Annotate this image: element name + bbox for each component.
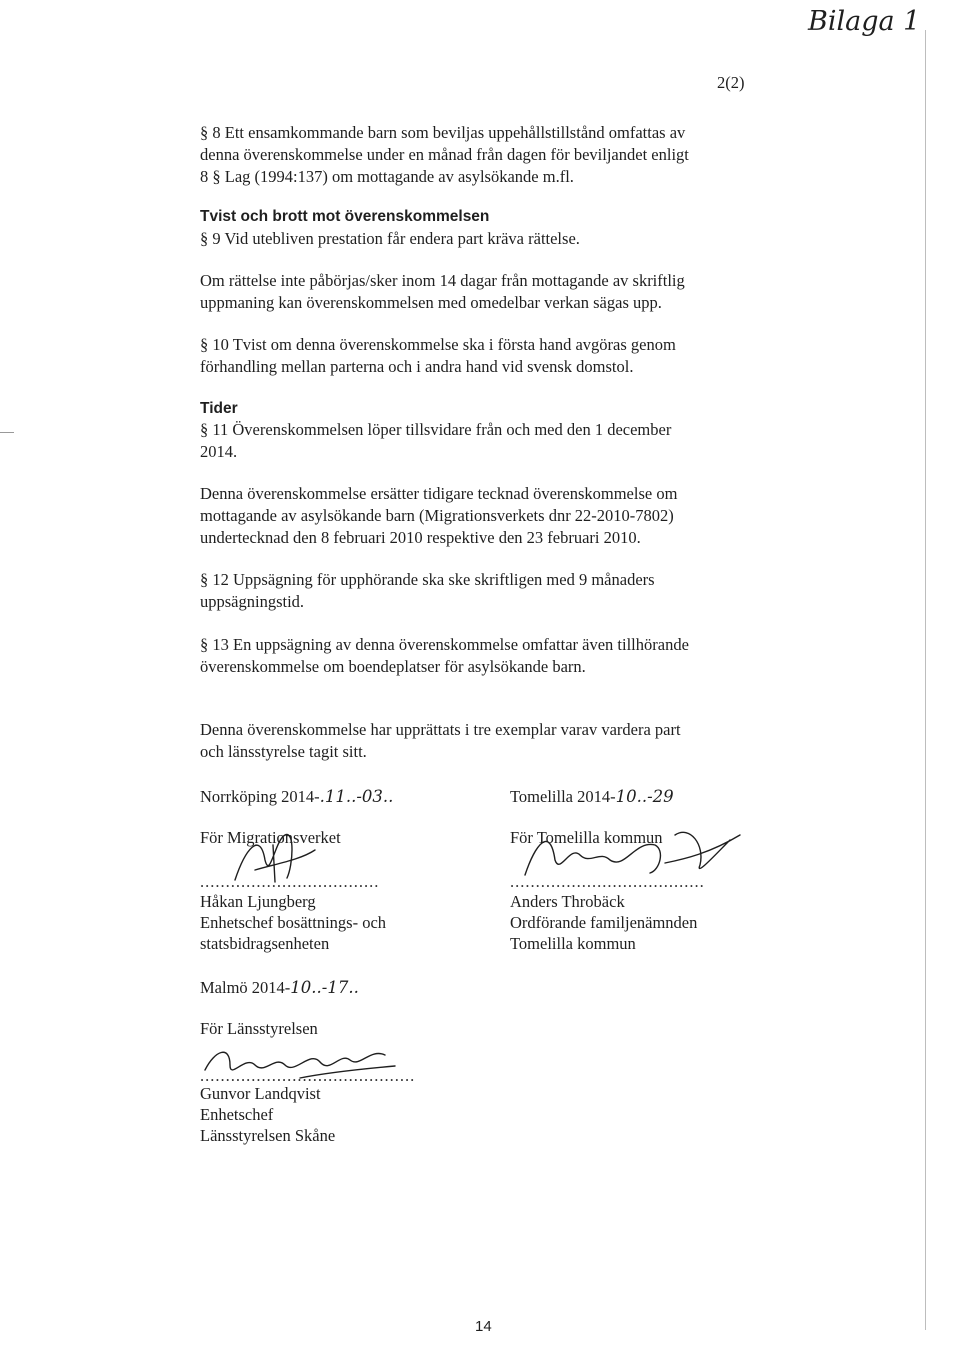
page-number: 14: [475, 1318, 492, 1335]
page-indicator: 2(2): [717, 73, 745, 92]
p-replace-line2: mottagande av asylsökande barn (Migrationsverkets dnr 22-2010-7802): [200, 506, 674, 525]
p12-line1: § 12 Uppsägning för upphörande ska ske skriftligen med 9 månaders: [200, 570, 655, 589]
tomelilla-title2: Tomelilla kommun: [510, 934, 636, 953]
migration-org: För Migrationsverket: [200, 828, 341, 847]
p10-line2: förhandling mellan parterna och i andra hand vid svensk domstol.: [200, 357, 634, 376]
migration-place-date: [200, 786, 393, 808]
tomelilla-handwritten-date: 10..-29: [615, 787, 674, 806]
p13-line2: överenskommelse om boendeplatser för asylsökande barn.: [200, 657, 586, 676]
tomelilla-signature-line: ......................................: [510, 872, 705, 891]
tomelilla-org: För Tomelilla kommun: [510, 828, 663, 847]
tomelilla-name: Anders Throbäck: [510, 892, 625, 911]
lansstyrelsen-signature-line: ..........................................: [200, 1066, 416, 1085]
p8-line3: 8 § Lag (1994:137) om mottagande av asylsökande m.fl.: [200, 167, 574, 186]
p11-line2: 2014.: [200, 442, 238, 461]
lansstyrelsen-place-date-text: Malmö 2014-: [200, 978, 291, 997]
tomelilla-place-date-text: Tomelilla 2014-: [510, 787, 616, 806]
migration-name: Håkan Ljungberg: [200, 892, 316, 911]
p8-line1: § 8 Ett ensamkommande barn som beviljas uppehållstillstånd omfattas av: [200, 123, 686, 142]
heading-times: Tider: [200, 400, 238, 417]
p13-line1: § 13 En uppsägning av denna överenskommelse omfattar även tillhörande: [200, 635, 689, 654]
migration-title2: statsbidragsenheten: [200, 934, 330, 953]
migration-handwritten-date: .11..-03..: [319, 787, 394, 806]
margin-mark: [0, 432, 14, 433]
p8-line2: denna överenskommelse under en månad från dagen för beviljandet enligt: [200, 145, 689, 164]
lansstyrelsen-handwritten-date: 10..-17..: [290, 978, 359, 997]
p9b-line1: Om rättelse inte påbörjas/sker inom 14 dagar från mottagande av skriftlig: [200, 271, 685, 290]
lansstyrelsen-title2: Länsstyrelsen Skåne: [200, 1126, 336, 1145]
heading-dispute: Tvist och brott mot överenskommelsen: [200, 208, 490, 225]
p-copies-line1: Denna överenskommelse har upprättats i tre exemplar varav vardera part: [200, 720, 681, 739]
lansstyrelsen-name: Gunvor Landqvist: [200, 1084, 321, 1103]
p-replace-line1: Denna överenskommelse ersätter tidigare tecknad överenskommelse om: [200, 484, 678, 503]
p9: § 9 Vid utebliven prestation får endera part kräva rättelse.: [200, 229, 580, 248]
tomelilla-title1: Ordförande familjenämnden: [510, 913, 698, 932]
p12-line2: uppsägningstid.: [200, 592, 305, 611]
p9b-line2: uppmaning kan överenskommelsen med omedelbar verkan sägas upp.: [200, 293, 662, 312]
p11-line1: § 11 Överenskommelsen löper tillsvidare från och med den 1 december: [200, 420, 672, 439]
lansstyrelsen-place-date: [200, 977, 359, 999]
lansstyrelsen-title1: Enhetschef: [200, 1105, 274, 1124]
page-edge-line: [925, 30, 926, 1330]
p-copies-line2: och länsstyrelse tagit sitt.: [200, 742, 367, 761]
migration-title1: Enhetschef bosättnings- och: [200, 913, 387, 932]
migration-place-date-text: Norrköping 2014-: [200, 787, 320, 806]
handwritten-annex-stamp: Bilaga 1: [808, 6, 921, 37]
p-replace-line3: undertecknad den 8 februari 2010 respektive den 23 februari 2010.: [200, 528, 641, 547]
lansstyrelsen-org: För Länsstyrelsen: [200, 1019, 318, 1038]
tomelilla-place-date: [510, 786, 674, 808]
p10-line1: § 10 Tvist om denna överenskommelse ska i första hand avgöras genom: [200, 335, 676, 354]
migration-signature-line: ...................................: [200, 872, 380, 891]
